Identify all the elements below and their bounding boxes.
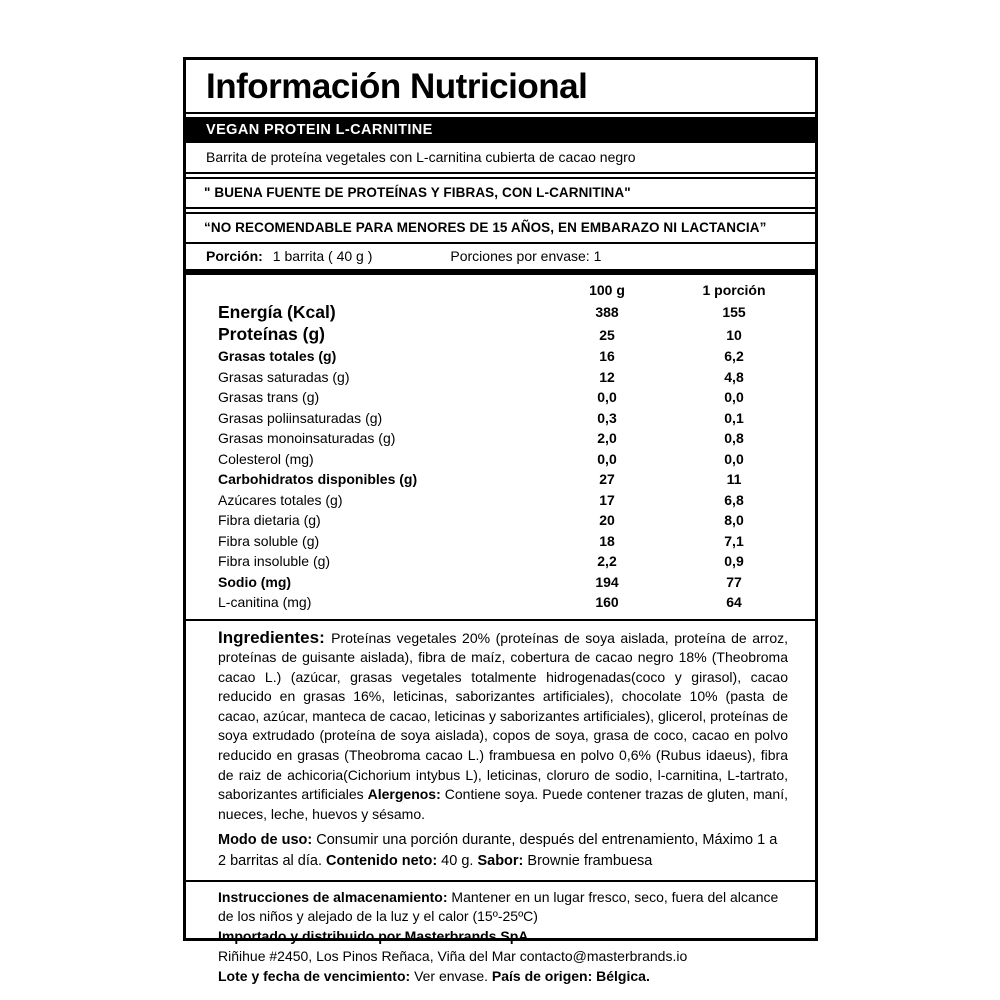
table-row — [186, 387, 815, 408]
value-per-100g: 16 — [599, 348, 615, 365]
value-per-portion: 8,0 — [724, 512, 744, 529]
ingredients-paragraph — [186, 621, 815, 828]
product-description: Barrita de proteína vegetales con L-carnitina cubierta de cacao negro — [206, 149, 636, 165]
value-per-100g: 388 — [595, 304, 619, 321]
value-per-portion: 6,8 — [724, 491, 744, 508]
text-run: Consumir una porción durante, después del entrenamiento, Máximo 1 a 2 barritas al día. — [218, 832, 778, 870]
nutrient-label: Carbohidratos disponibles (g) — [218, 471, 418, 488]
text-run: Alergenos: — [367, 786, 445, 803]
value-per-100g: 12 — [599, 368, 615, 385]
serving-size-value: 1 barrita ( 40 g ) — [272, 248, 373, 264]
value-per-100g: 20 — [599, 512, 615, 529]
value-per-100g: 25 — [599, 326, 615, 343]
column-header-100g: 100 g — [589, 282, 625, 298]
text-run: Ingredientes: — [218, 627, 332, 647]
nutrient-label: Sodio (mg) — [218, 573, 292, 590]
table-row — [186, 367, 815, 388]
servings-per-package: Porciones por envase: 1 — [450, 248, 602, 264]
value-per-100g: 0,3 — [597, 409, 617, 426]
nutrient-label: Grasas saturadas (g) — [218, 368, 350, 385]
value-per-portion: 0,9 — [724, 553, 744, 570]
nutrition-label — [183, 57, 818, 985]
value-per-100g: 17 — [599, 491, 615, 508]
value-per-portion: 4,8 — [724, 368, 744, 385]
nutrient-label: Grasas monoinsaturadas (g) — [218, 430, 396, 447]
text-run: Mantener en un lugar fresco, seco, fuera del alcance de los niños y alejado de la luz y el calor (15º-25ºC) — [218, 889, 779, 925]
nutrient-label: Energía (Kcal) — [218, 301, 336, 322]
value-per-100g: 2,2 — [597, 553, 617, 570]
value-per-portion: 0,0 — [724, 450, 744, 467]
nutrient-label: Colesterol (mg) — [218, 450, 314, 467]
nutrition-table — [186, 275, 815, 619]
text-run: Sabor: — [477, 853, 528, 870]
nutrient-label: Fibra dietaria (g) — [218, 512, 321, 529]
nutrient-label: L-canitina (mg) — [218, 594, 312, 611]
table-row — [186, 301, 815, 324]
text-run: Proteínas vegetales 20% (proteínas de soya aislada, proteína de arroz, proteínas de guisante aislada), fibra de maíz, cobertura de cacao negro 18% (Theobroma cacao L.) (azúcar, grasas vegetales totalmente hidrogenadas(coco y girasol), cacao reducido en grasas 16%, leticinas, saborizantes artificiales), chocolate 10% (pasta de cacao, azúcar, manteca de cacao, leticinas y saborizantes artificiales), glicerol, proteínas de soya extrudado (proteína de soya aislada), copos de soya, grasa de coco, cacao en polvo reducido en grasas (Theobroma cacao L.) frambuesa en polvo 0,6% (Rubus idaeus), fibra de raiz de achicoria(Cichorium intybus L), leticinas, cloruro de sodio, l-carnitina, L-tartrato, saborizantes artificiales — [218, 629, 789, 803]
usage-paragraph — [186, 827, 815, 880]
lot-line — [218, 967, 788, 986]
page-title: Información Nutricional — [206, 67, 588, 106]
table-row — [186, 449, 815, 470]
value-per-portion: 64 — [726, 594, 742, 611]
nutrient-label: Grasas totales (g) — [218, 348, 337, 365]
table-row — [186, 551, 815, 572]
column-header-portion: 1 porción — [702, 282, 766, 298]
table-body — [186, 301, 815, 613]
text-run: Instrucciones de almacenamiento: — [218, 889, 452, 906]
storage-paragraph — [218, 888, 788, 926]
value-per-portion: 11 — [726, 471, 742, 488]
value-per-100g: 160 — [595, 594, 619, 611]
table-row — [186, 469, 815, 490]
text-run: Importado y distribuido por Masterbrands SpA. — [218, 928, 533, 945]
table-header — [186, 279, 815, 301]
value-per-100g: 18 — [599, 532, 615, 549]
value-per-100g: 0,0 — [597, 389, 617, 406]
nutrient-label: Proteínas (g) — [218, 324, 325, 345]
value-per-portion: 7,1 — [724, 532, 744, 549]
nutrient-label: Grasas poliinsaturadas (g) — [218, 409, 383, 426]
nutrient-label: Grasas trans (g) — [218, 389, 320, 406]
table-row — [186, 324, 815, 347]
serving-row — [186, 244, 815, 269]
address-line — [218, 947, 788, 966]
table-row — [186, 531, 815, 552]
text-run: Riñihue #2450, Los Pinos Reñaca, Viña del Mar contacto@masterbrands.io — [218, 948, 688, 965]
table-row — [186, 592, 815, 613]
value-per-100g: 194 — [595, 573, 619, 590]
value-per-portion: 0,0 — [724, 389, 744, 406]
claim-warning: “NO RECOMENDABLE PARA MENORES DE 15 AÑOS, EN EMBARAZO NI LACTANCIA” — [204, 220, 767, 235]
nutrient-label: Fibra soluble (g) — [218, 532, 320, 549]
value-per-portion: 155 — [722, 304, 746, 321]
product-banner: VEGAN PROTEIN L-CARNITINE — [186, 117, 815, 143]
value-per-100g: 27 — [599, 471, 615, 488]
table-row — [186, 490, 815, 511]
table-row — [186, 408, 815, 429]
value-per-100g: 0,0 — [597, 450, 617, 467]
text-run: Brownie frambuesa — [527, 853, 653, 870]
text-run: Modo de uso: — [218, 832, 317, 849]
claim-protein-fiber: " BUENA FUENTE DE PROTEÍNAS Y FIBRAS, CON L-CARNITINA" — [204, 185, 631, 200]
value-per-portion: 10 — [726, 326, 742, 343]
nutrient-label: Azúcares totales (g) — [218, 491, 343, 508]
table-row — [186, 572, 815, 593]
text-run: 40 g. — [441, 853, 478, 870]
value-per-portion: 77 — [726, 573, 742, 590]
text-run: Lote y fecha de vencimiento: — [218, 968, 415, 985]
value-per-100g: 2,0 — [597, 430, 617, 447]
serving-size-label: Porción: — [206, 248, 263, 264]
text-run: País de origen: Bélgica. — [491, 968, 650, 985]
text-run: Ver envase. — [414, 968, 492, 985]
value-per-portion: 0,8 — [724, 430, 744, 447]
table-row — [186, 510, 815, 531]
text-run: Contenido neto: — [326, 853, 442, 870]
table-row — [186, 346, 815, 367]
importer-line — [218, 927, 788, 946]
text-run: Contiene soya. Puede contener trazas de gluten, maní, nueces, leche, huevos y sésamo. — [218, 786, 788, 822]
value-per-portion: 0,1 — [724, 409, 744, 426]
nutrient-label: Fibra insoluble (g) — [218, 553, 331, 570]
table-row — [186, 428, 815, 449]
value-per-portion: 6,2 — [724, 348, 744, 365]
footer-section — [186, 882, 815, 991]
